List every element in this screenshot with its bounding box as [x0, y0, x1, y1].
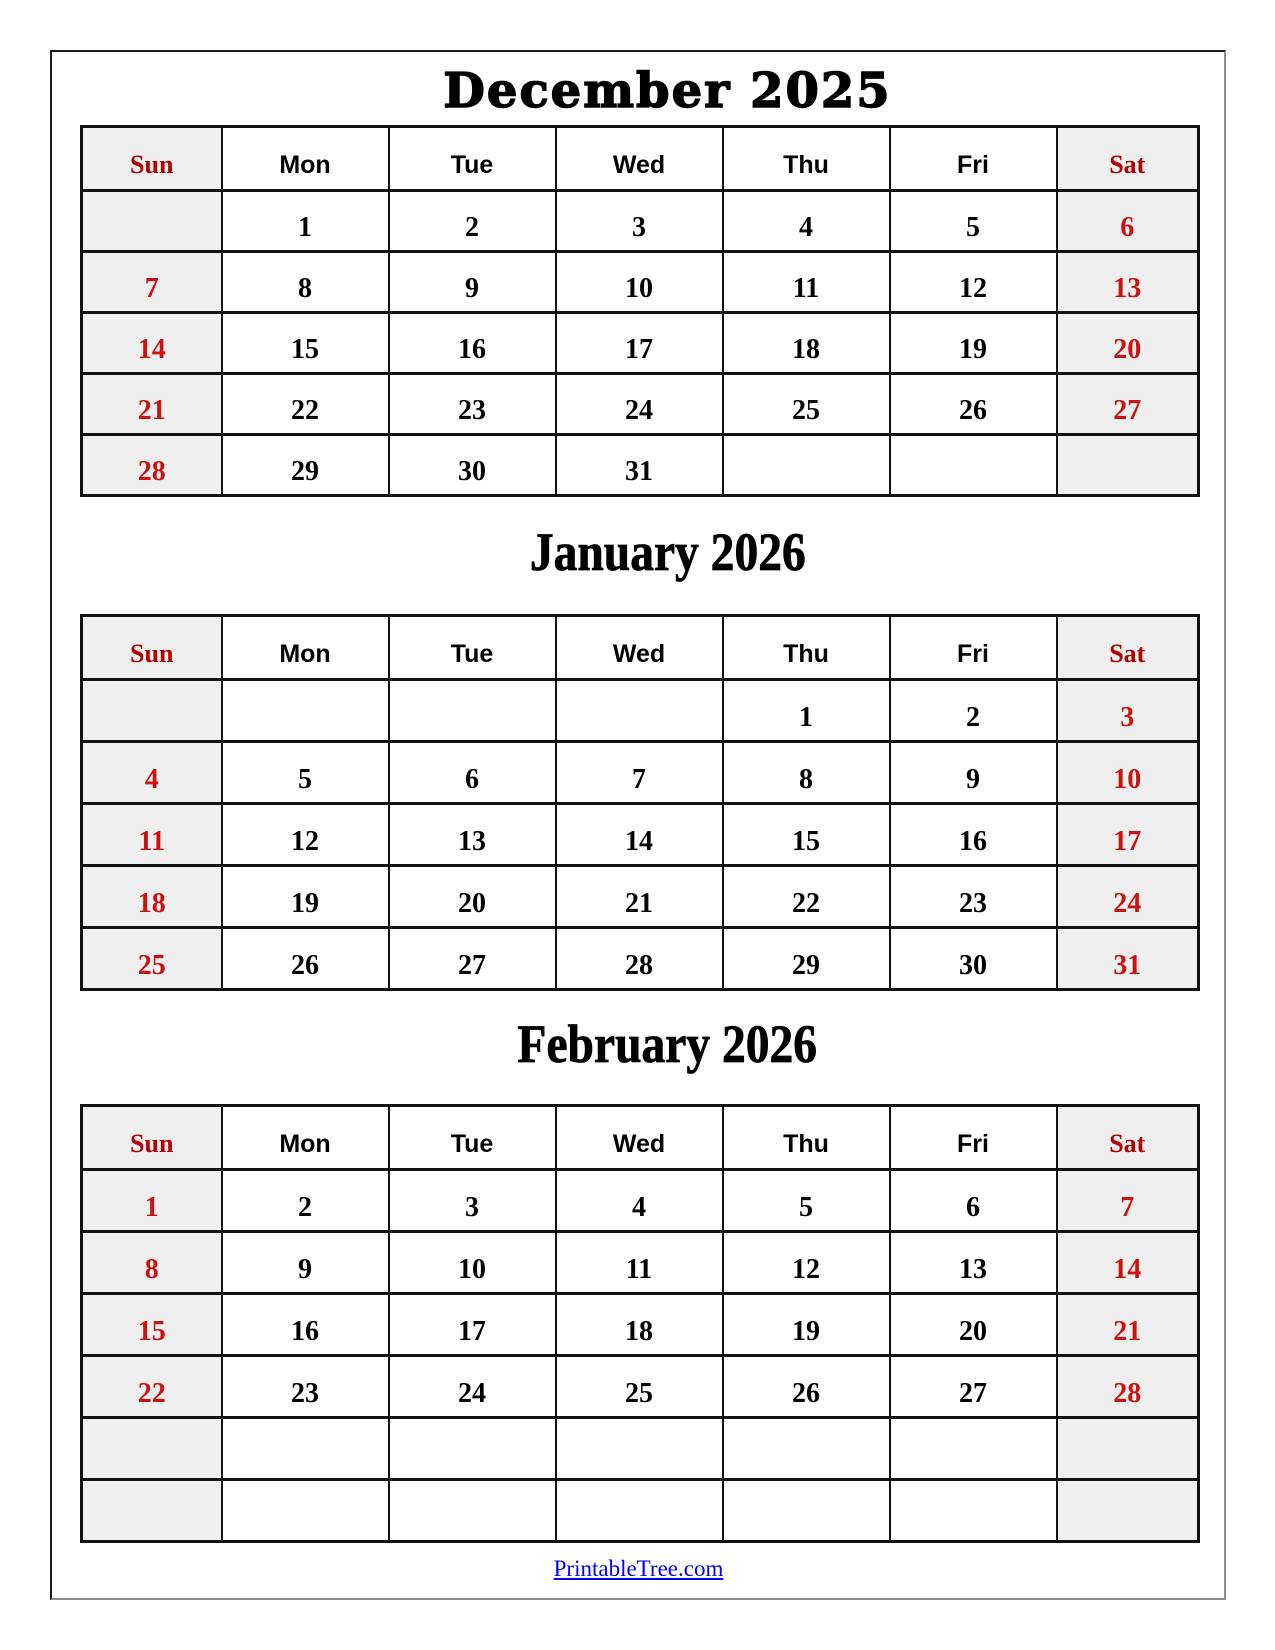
day-number: 11 [625, 1254, 653, 1285]
day-cell [222, 435, 389, 496]
day-number: 27 [1113, 395, 1142, 426]
day-number: 20 [458, 888, 486, 919]
weekday-header-row [82, 1106, 1199, 1170]
day-number: 25 [792, 395, 820, 426]
week-row [82, 804, 1199, 866]
day-number: 2 [298, 1192, 312, 1223]
weekday-header-sat [1057, 1106, 1199, 1170]
day-cell [1057, 1356, 1199, 1418]
day-cell [1057, 928, 1199, 990]
week-row [82, 313, 1199, 374]
day-cell [723, 742, 890, 804]
weekday-label: Thu [783, 1130, 829, 1158]
empty-day-cell [82, 1418, 222, 1480]
day-cell [389, 866, 556, 928]
empty-day-cell [723, 435, 890, 496]
weekday-label: Mon [279, 1130, 331, 1158]
day-number: 15 [291, 334, 319, 365]
day-number: 13 [959, 1254, 987, 1285]
weekday-header-row [82, 616, 1199, 680]
day-number: 30 [959, 950, 987, 981]
day-cell [556, 742, 723, 804]
weekday-header-mon [222, 127, 389, 191]
day-number: 11 [792, 273, 820, 304]
day-cell [723, 1356, 890, 1418]
day-number: 13 [1113, 273, 1142, 304]
empty-day-cell [556, 680, 723, 742]
day-cell [723, 374, 890, 435]
weekday-header-wed [556, 616, 723, 680]
day-cell [1057, 1294, 1199, 1356]
months-container [52, 58, 1224, 1543]
day-cell [556, 1294, 723, 1356]
empty-day-cell [222, 1480, 389, 1542]
day-number: 12 [291, 826, 319, 857]
day-number: 5 [298, 764, 312, 795]
day-cell [82, 1170, 222, 1232]
day-number: 19 [291, 888, 319, 919]
day-cell [222, 191, 389, 252]
day-number: 14 [625, 826, 653, 857]
week-row [82, 1232, 1199, 1294]
day-cell [82, 313, 222, 374]
weekday-header-fri [890, 616, 1057, 680]
weekday-label: Sun [130, 150, 174, 179]
day-number: 6 [465, 764, 479, 795]
week-row [82, 1356, 1199, 1418]
empty-day-cell [723, 1418, 890, 1480]
week-row [82, 191, 1199, 252]
day-number: 10 [458, 1254, 486, 1285]
day-number: 6 [1120, 212, 1135, 243]
day-number: 20 [959, 1316, 987, 1347]
day-cell [222, 928, 389, 990]
day-number: 27 [959, 1378, 987, 1409]
calendar-table-december-2025 [80, 125, 1200, 497]
day-number: 25 [625, 1378, 653, 1409]
empty-day-cell [82, 680, 222, 742]
day-number: 11 [138, 826, 165, 857]
day-cell [556, 191, 723, 252]
weekday-label: Wed [612, 1130, 666, 1158]
day-cell [556, 866, 723, 928]
weekday-header-mon [222, 616, 389, 680]
day-number: 14 [137, 334, 166, 365]
day-number: 14 [1113, 1254, 1142, 1285]
week-row [82, 742, 1199, 804]
day-number: 6 [966, 1192, 980, 1223]
empty-day-cell [556, 1418, 723, 1480]
month-title [80, 1013, 1197, 1075]
calendar-page [50, 50, 1226, 1600]
day-cell [556, 928, 723, 990]
day-cell [556, 252, 723, 313]
day-number: 21 [137, 395, 166, 426]
day-number: 19 [792, 1316, 820, 1347]
day-cell [389, 435, 556, 496]
day-cell [222, 1294, 389, 1356]
week-row [82, 1418, 1199, 1480]
day-number: 21 [625, 888, 653, 919]
weekday-label: Sun [130, 639, 174, 668]
day-cell [723, 1170, 890, 1232]
day-cell [222, 252, 389, 313]
day-number: 21 [1113, 1316, 1142, 1347]
weekday-header-row [82, 127, 1199, 191]
day-number: 16 [291, 1316, 319, 1347]
day-cell [82, 1356, 222, 1418]
day-cell [1057, 742, 1199, 804]
day-number: 1 [799, 702, 813, 733]
day-cell [389, 191, 556, 252]
day-cell [222, 1356, 389, 1418]
day-number: 23 [959, 888, 987, 919]
day-number: 26 [792, 1378, 820, 1409]
day-number: 2 [465, 212, 479, 243]
day-number: 3 [1120, 702, 1135, 733]
empty-day-cell [723, 1480, 890, 1542]
day-number: 8 [298, 273, 312, 304]
day-number: 7 [1120, 1192, 1135, 1223]
day-number: 10 [1113, 764, 1142, 795]
day-cell [890, 928, 1057, 990]
weekday-header-thu [723, 1106, 890, 1170]
weekday-header-sat [1057, 127, 1199, 191]
day-number: 20 [1113, 334, 1142, 365]
weekday-header-fri [890, 127, 1057, 191]
empty-day-cell [1057, 1418, 1199, 1480]
day-cell [890, 313, 1057, 374]
month-section-january-2026 [80, 521, 1224, 991]
day-number: 18 [792, 334, 820, 365]
day-cell [890, 1170, 1057, 1232]
weekday-label: Mon [279, 640, 331, 668]
day-cell [723, 252, 890, 313]
day-cell [1057, 252, 1199, 313]
day-cell [723, 804, 890, 866]
empty-day-cell [890, 1480, 1057, 1542]
day-number: 18 [625, 1316, 653, 1347]
day-cell [890, 680, 1057, 742]
weekday-label: Sun [130, 1129, 174, 1158]
day-cell [556, 435, 723, 496]
weekday-label: Wed [612, 151, 666, 179]
day-number: 2 [966, 702, 980, 733]
day-cell [1057, 1232, 1199, 1294]
day-cell [389, 374, 556, 435]
empty-day-cell [890, 435, 1057, 496]
weekday-header-sat [1057, 616, 1199, 680]
day-cell [556, 804, 723, 866]
weekday-label: Sat [1109, 1129, 1146, 1158]
empty-day-cell [222, 680, 389, 742]
day-cell [82, 804, 222, 866]
day-number: 9 [465, 273, 479, 304]
day-number: 5 [966, 212, 980, 243]
day-number: 7 [632, 764, 646, 795]
week-row [82, 866, 1199, 928]
day-cell [82, 928, 222, 990]
week-row [82, 1170, 1199, 1232]
day-cell [890, 1356, 1057, 1418]
day-cell [1057, 1170, 1199, 1232]
day-cell [389, 313, 556, 374]
weekday-label: Tue [450, 640, 494, 668]
day-number: 24 [1113, 888, 1142, 919]
day-cell [1057, 374, 1199, 435]
month-title-text: February 2026 [517, 1014, 818, 1074]
day-number: 27 [458, 950, 486, 981]
weekday-label: Sat [1109, 150, 1146, 179]
day-number: 26 [959, 395, 987, 426]
month-section-february-2026 [80, 1013, 1224, 1543]
day-cell [723, 866, 890, 928]
day-cell [389, 1356, 556, 1418]
day-cell [389, 252, 556, 313]
day-number: 8 [799, 764, 813, 795]
day-cell [389, 742, 556, 804]
empty-day-cell [1057, 1480, 1199, 1542]
day-cell [222, 313, 389, 374]
day-number: 1 [298, 212, 312, 243]
day-cell [890, 374, 1057, 435]
day-number: 13 [458, 826, 486, 857]
day-number: 16 [458, 334, 486, 365]
day-cell [723, 313, 890, 374]
day-cell [556, 313, 723, 374]
day-cell [82, 1232, 222, 1294]
day-cell [222, 374, 389, 435]
calendar-table-january-2026 [80, 614, 1200, 991]
day-cell [890, 866, 1057, 928]
weekday-label: Fri [957, 151, 989, 179]
weekday-header-wed [556, 127, 723, 191]
day-cell [389, 804, 556, 866]
day-number: 5 [799, 1192, 813, 1223]
day-cell [222, 1232, 389, 1294]
day-cell [82, 1294, 222, 1356]
day-cell [389, 1294, 556, 1356]
day-number: 3 [632, 212, 646, 243]
day-number: 4 [144, 764, 159, 795]
month-title [80, 58, 1197, 125]
day-number: 26 [291, 950, 319, 981]
day-cell [723, 1294, 890, 1356]
weekday-label: Mon [279, 151, 331, 179]
empty-day-cell [1057, 435, 1199, 496]
day-number: 31 [1113, 950, 1142, 981]
day-cell [82, 374, 222, 435]
day-cell [1057, 191, 1199, 252]
week-row [82, 928, 1199, 990]
day-cell [389, 928, 556, 990]
empty-day-cell [222, 1418, 389, 1480]
day-number: 12 [792, 1254, 820, 1285]
day-number: 3 [465, 1192, 479, 1223]
weekday-label: Fri [957, 640, 989, 668]
day-cell [222, 742, 389, 804]
day-number: 17 [625, 334, 653, 365]
weekday-header-tue [389, 616, 556, 680]
day-cell [82, 435, 222, 496]
day-number: 19 [959, 334, 987, 365]
day-number: 9 [298, 1254, 312, 1285]
day-number: 23 [291, 1378, 319, 1409]
day-number: 31 [625, 456, 653, 487]
day-cell [723, 191, 890, 252]
week-row [82, 1480, 1199, 1542]
month-title [80, 521, 1197, 583]
weekday-header-thu [723, 616, 890, 680]
day-number: 28 [625, 950, 653, 981]
empty-day-cell [82, 191, 222, 252]
empty-day-cell [389, 680, 556, 742]
day-number: 12 [959, 273, 987, 304]
week-row [82, 252, 1199, 313]
empty-day-cell [389, 1480, 556, 1542]
day-cell [890, 742, 1057, 804]
day-number: 22 [291, 395, 319, 426]
empty-day-cell [556, 1480, 723, 1542]
calendar-table-february-2026 [80, 1104, 1200, 1543]
day-number: 24 [625, 395, 653, 426]
weekday-header-mon [222, 1106, 389, 1170]
day-cell [1057, 804, 1199, 866]
weekday-header-sun [82, 616, 222, 680]
day-number: 7 [144, 273, 159, 304]
day-number: 23 [458, 395, 486, 426]
day-cell [556, 1356, 723, 1418]
weekday-label: Thu [783, 640, 829, 668]
empty-day-cell [890, 1418, 1057, 1480]
day-cell [723, 928, 890, 990]
day-number: 28 [137, 456, 166, 487]
day-cell [222, 866, 389, 928]
day-number: 28 [1113, 1378, 1142, 1409]
week-row [82, 435, 1199, 496]
day-cell [1057, 680, 1199, 742]
day-number: 18 [137, 888, 166, 919]
weekday-label: Thu [783, 151, 829, 179]
month-title-text: January 2026 [529, 522, 806, 582]
day-cell [389, 1232, 556, 1294]
day-cell [556, 1232, 723, 1294]
week-row [82, 374, 1199, 435]
day-cell [82, 252, 222, 313]
day-cell [556, 1170, 723, 1232]
weekday-header-tue [389, 127, 556, 191]
empty-day-cell [389, 1418, 556, 1480]
day-cell [82, 866, 222, 928]
day-number: 15 [137, 1316, 166, 1347]
day-cell [890, 1232, 1057, 1294]
day-number: 9 [966, 764, 980, 795]
weekday-label: Fri [957, 1130, 989, 1158]
day-number: 17 [458, 1316, 486, 1347]
day-number: 30 [458, 456, 486, 487]
weekday-label: Sat [1109, 639, 1146, 668]
weekday-header-sun [82, 127, 222, 191]
day-cell [723, 1232, 890, 1294]
day-cell [556, 374, 723, 435]
day-cell [723, 680, 890, 742]
month-section-december-2025 [80, 58, 1224, 497]
day-number: 17 [1113, 826, 1142, 857]
day-number: 24 [458, 1378, 486, 1409]
day-number: 29 [291, 456, 319, 487]
weekday-label: Wed [612, 640, 666, 668]
weekday-label: Tue [450, 1130, 494, 1158]
day-cell [890, 191, 1057, 252]
day-number: 4 [632, 1192, 646, 1223]
day-cell [890, 804, 1057, 866]
day-number: 4 [799, 212, 813, 243]
week-row [82, 1294, 1199, 1356]
weekday-header-thu [723, 127, 890, 191]
day-cell [1057, 866, 1199, 928]
day-number: 1 [144, 1192, 159, 1223]
week-row [82, 680, 1199, 742]
month-title-text: December 2025 [443, 63, 892, 119]
weekday-header-fri [890, 1106, 1057, 1170]
day-number: 22 [137, 1378, 166, 1409]
day-cell [1057, 313, 1199, 374]
day-number: 8 [144, 1254, 159, 1285]
weekday-header-sun [82, 1106, 222, 1170]
day-cell [82, 742, 222, 804]
footer [80, 1556, 1197, 1582]
day-number: 10 [625, 273, 653, 304]
day-cell [389, 1170, 556, 1232]
weekday-header-tue [389, 1106, 556, 1170]
day-number: 16 [959, 826, 987, 857]
weekday-header-wed [556, 1106, 723, 1170]
day-cell [890, 252, 1057, 313]
weekday-label: Tue [450, 151, 494, 179]
day-number: 22 [792, 888, 820, 919]
day-cell [222, 804, 389, 866]
day-number: 29 [792, 950, 820, 981]
day-cell [222, 1170, 389, 1232]
empty-day-cell [82, 1480, 222, 1542]
day-number: 25 [137, 950, 166, 981]
day-cell [890, 1294, 1057, 1356]
day-number: 15 [792, 826, 820, 857]
footer-link[interactable]: PrintableTree.com [553, 1556, 724, 1581]
